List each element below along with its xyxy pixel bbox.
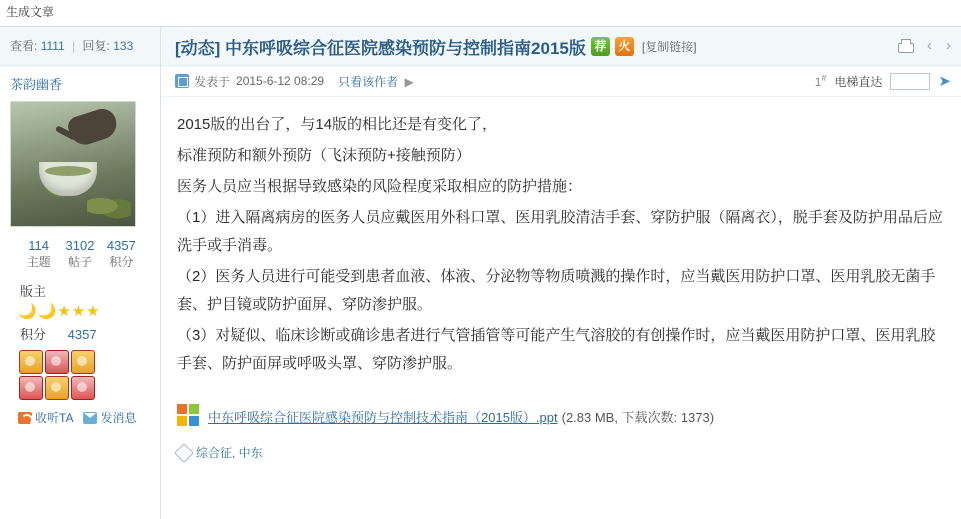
post-paragraph: 医务人员应当根据导致感染的风险程度采取相应的防护措施： xyxy=(177,178,583,195)
thread-counters xyxy=(0,27,160,66)
post-tags xyxy=(177,444,945,461)
prev-arrow-icon[interactable]: ‹ xyxy=(927,37,932,54)
points-label: 积分 xyxy=(20,327,47,342)
stat-points-value[interactable]: 4357 xyxy=(106,238,136,253)
points-row xyxy=(20,324,150,343)
ppt-icon-quadrant xyxy=(189,404,199,414)
author-name-link[interactable]: 茶韵幽香 xyxy=(10,77,63,92)
post-paragraph: 标准预防和额外预防（飞沫预防+接触预防） xyxy=(177,147,471,164)
medal-badge[interactable] xyxy=(45,350,69,374)
stat-posts[interactable] xyxy=(59,237,100,271)
post-date: 2015-6-12 08:29 xyxy=(236,74,325,88)
rank-stars: 🌙🌙★★★ xyxy=(18,303,101,320)
medal-badge[interactable] xyxy=(19,350,43,374)
stat-threads-label: 主题 xyxy=(26,255,51,269)
medal-badge[interactable] xyxy=(71,376,95,400)
teapot-shape xyxy=(66,105,121,148)
avatar[interactable] xyxy=(10,101,136,227)
next-arrow-icon[interactable]: › xyxy=(946,37,951,54)
author-stats xyxy=(10,237,150,271)
leaf-shape xyxy=(87,192,131,220)
medal-badge[interactable] xyxy=(71,350,95,374)
post-author-icon xyxy=(175,74,189,88)
floor-value: 1 xyxy=(814,75,822,89)
recommend-tag-icon: 荐 xyxy=(591,37,610,56)
posted-on-label: 发表于 xyxy=(194,74,231,89)
stat-points-label: 积分 xyxy=(109,255,134,269)
views-count: 1111 xyxy=(40,39,65,53)
attachment-info: (2.83 MB, 下载次数: 1373) xyxy=(561,409,715,425)
post-content xyxy=(161,97,961,519)
medal-badge[interactable] xyxy=(19,376,43,400)
hot-tag-icon: 火 xyxy=(615,37,634,56)
attachment-row xyxy=(177,404,945,428)
medal-list xyxy=(18,349,96,401)
only-author-label: 只看该作者 xyxy=(338,74,399,89)
author-actions xyxy=(18,409,150,426)
thread-header-actions xyxy=(897,38,951,54)
views-label: 查看: xyxy=(10,39,38,53)
ppt-icon-quadrant xyxy=(189,416,199,426)
stat-posts-label: 帖子 xyxy=(67,255,92,269)
post-paragraph: 2015版的出台了，与14版的相比还是有变化了， xyxy=(177,116,498,133)
thread-header xyxy=(161,27,961,66)
stat-points[interactable] xyxy=(101,237,142,271)
ppt-icon-quadrant xyxy=(177,416,187,426)
author-sidebar xyxy=(0,27,161,519)
only-author-button[interactable] xyxy=(338,73,414,90)
counter-separator: | xyxy=(72,39,76,53)
follow-author-button[interactable] xyxy=(18,409,73,426)
jump-go-icon[interactable]: ➤ xyxy=(938,73,951,90)
print-icon[interactable] xyxy=(897,38,913,54)
follow-author-label: 收听TA xyxy=(35,411,74,425)
send-message-button[interactable] xyxy=(83,409,136,426)
top-toolbar xyxy=(0,0,961,26)
post-meta-right xyxy=(815,72,951,90)
points-value[interactable]: 4357 xyxy=(67,327,97,342)
jump-label: 电梯直达 xyxy=(834,74,883,89)
ppt-icon-quadrant xyxy=(177,404,187,414)
teacup-shape xyxy=(39,162,97,196)
copy-link-button[interactable]: [复制链接] xyxy=(641,39,697,54)
jump-input[interactable] xyxy=(890,73,930,90)
author-block xyxy=(0,66,160,426)
post-column xyxy=(161,27,961,519)
send-message-label: 发消息 xyxy=(100,411,137,425)
post-paragraph: （1）进入隔离病房的医务人员应戴医用外科口罩、医用乳胶清洁手套、穿防护服（隔离衣），脱手套及防护用品后应洗手或手消毒。 xyxy=(177,209,943,254)
post-meta-bar xyxy=(161,66,961,97)
medal-badge[interactable] xyxy=(45,376,69,400)
generate-article-link[interactable]: 生成文章 xyxy=(6,5,55,19)
post-paragraph: （3）对疑似、临床诊断或确诊患者进行气管插管等可能产生气溶胶的有创操作时，应当戴医用防护口罩、医用乳胶手套、防护面屏或呼吸头罩、穿防渗护服。 xyxy=(177,327,936,372)
post-paragraph: （2）医务人员进行可能受到患者血液、体液、分泌物等物质喷溅的操作时，应当戴医用防护口罩、医用乳胶无菌手套、护目镜或防护面屏、穿防渗护服。 xyxy=(177,268,936,313)
replies-count: 133 xyxy=(113,39,134,53)
thread-frame xyxy=(0,26,961,519)
stat-posts-value[interactable]: 3102 xyxy=(65,238,95,253)
post-tags-list[interactable]: 综合征, 中东 xyxy=(196,446,263,460)
floor-sup: # xyxy=(821,73,827,83)
attachment-link[interactable]: 中东呼吸综合征医院感染预防与控制技术指南（2015版）.ppt xyxy=(208,409,558,425)
chevron-right-icon: ▶ xyxy=(404,74,414,89)
floor-number xyxy=(815,73,827,89)
stat-threads[interactable] xyxy=(18,237,59,271)
listen-icon xyxy=(18,412,32,424)
page-title[interactable]: [动态] 中东呼吸综合征医院感染预防与控制指南2015版 xyxy=(175,38,586,58)
stat-threads-value[interactable]: 114 xyxy=(28,238,50,253)
mail-icon xyxy=(83,412,97,424)
replies-label: 回复: xyxy=(82,39,110,53)
tag-icon xyxy=(174,443,194,463)
ppt-file-icon xyxy=(177,404,201,428)
rank-title: 版主 xyxy=(20,284,47,299)
